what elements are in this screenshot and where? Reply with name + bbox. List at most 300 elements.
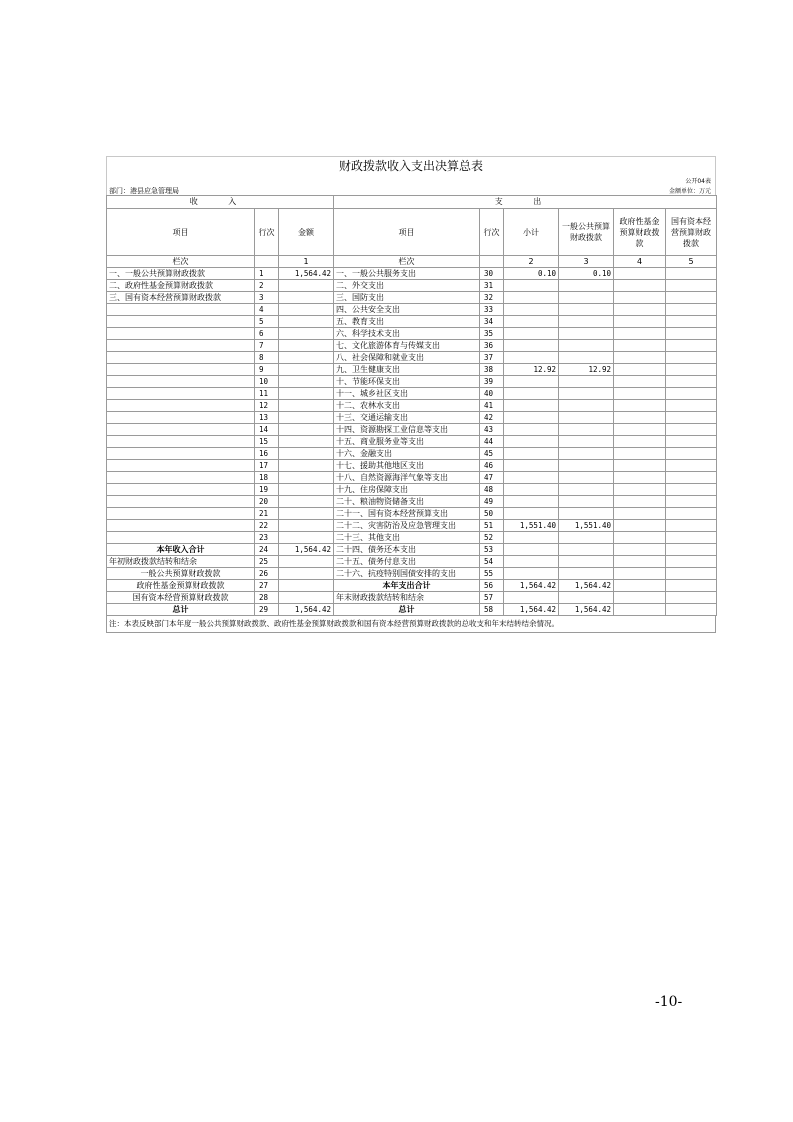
expense-subtotal — [504, 508, 559, 520]
table-row — [107, 484, 717, 496]
income-line: 23 — [255, 532, 279, 544]
table-row — [107, 592, 717, 604]
form-code: 公开04表 — [685, 178, 711, 185]
income-line: 10 — [255, 376, 279, 388]
table-row — [107, 472, 717, 484]
income-item: 一、一般公共预算财政拨款 — [107, 268, 255, 280]
expense-subtotal — [504, 568, 559, 580]
expense-line: 57 — [480, 592, 504, 604]
expense-state — [666, 520, 717, 532]
income-amount — [279, 460, 334, 472]
income-item — [107, 304, 255, 316]
expense-general — [559, 448, 614, 460]
income-item: 国有资本经营预算财政拨款 — [107, 592, 255, 604]
expense-general — [559, 400, 614, 412]
expense-fund — [614, 592, 666, 604]
expense-line: 58 — [480, 604, 504, 616]
expense-state — [666, 400, 717, 412]
expense-fund — [614, 364, 666, 376]
expense-line: 50 — [480, 508, 504, 520]
income-line: 2 — [255, 280, 279, 292]
expense-subtotal — [504, 460, 559, 472]
income-line: 24 — [255, 544, 279, 556]
income-item: 一般公共预算财政拨款 — [107, 568, 255, 580]
expense-state — [666, 304, 717, 316]
expense-subtotal — [504, 424, 559, 436]
expense-state — [666, 496, 717, 508]
expense-general — [559, 352, 614, 364]
income-item — [107, 532, 255, 544]
table-row — [107, 496, 717, 508]
income-item — [107, 520, 255, 532]
expense-subtotal — [504, 412, 559, 424]
expense-general — [559, 556, 614, 568]
expense-fund — [614, 520, 666, 532]
expense-state — [666, 388, 717, 400]
expense-line: 56 — [480, 580, 504, 592]
expense-general — [559, 508, 614, 520]
expense-subtotal — [504, 532, 559, 544]
expense-state — [666, 424, 717, 436]
header-row — [107, 209, 717, 256]
table-row — [107, 400, 717, 412]
table-row — [107, 604, 717, 616]
income-item — [107, 352, 255, 364]
expense-line: 54 — [480, 556, 504, 568]
expense-item: 十、节能环保支出 — [334, 376, 480, 388]
expense-subtotal — [504, 388, 559, 400]
income-item — [107, 328, 255, 340]
table-row — [107, 376, 717, 388]
expense-item: 十二、农林水支出 — [334, 400, 480, 412]
income-amount — [279, 364, 334, 376]
expense-line: 53 — [480, 544, 504, 556]
income-amount — [279, 580, 334, 592]
table-row — [107, 340, 717, 352]
expense-item: 十九、住房保障支出 — [334, 484, 480, 496]
expense-line: 55 — [480, 568, 504, 580]
expense-subtotal — [504, 352, 559, 364]
expense-subtotal — [504, 556, 559, 568]
income-line: 25 — [255, 556, 279, 568]
expense-general — [559, 376, 614, 388]
income-amount: 1,564.42 — [279, 604, 334, 616]
expense-fund — [614, 460, 666, 472]
expense-fund — [614, 544, 666, 556]
expense-general — [559, 328, 614, 340]
table-meta — [106, 175, 716, 195]
expense-fund — [614, 496, 666, 508]
income-item: 政府性基金预算财政拨款 — [107, 580, 255, 592]
expense-fund — [614, 604, 666, 616]
expense-general — [559, 436, 614, 448]
expense-subtotal — [504, 280, 559, 292]
table-note: 注：本表反映部门本年度一般公共预算财政拨款、政府性基金预算财政拨款和国有资本经营预算财政拨款的总收支和年末结转结余情况。 — [106, 616, 716, 633]
expense-subtotal — [504, 544, 559, 556]
unit-label: 金额单位：万元 — [668, 188, 711, 195]
income-line: 27 — [255, 580, 279, 592]
expense-general — [559, 460, 614, 472]
expense-subtotal: 0.10 — [504, 268, 559, 280]
expense-state — [666, 436, 717, 448]
income-amount — [279, 496, 334, 508]
page-number: -10- — [655, 994, 683, 1010]
expense-subtotal: 1,564.42 — [504, 604, 559, 616]
expense-general — [559, 592, 614, 604]
income-line: 1 — [255, 268, 279, 280]
expense-line: 37 — [480, 352, 504, 364]
col-index-4: 4 — [614, 256, 666, 268]
header-item2: 项目 — [334, 209, 480, 256]
expense-subtotal — [504, 316, 559, 328]
expense-line: 36 — [480, 340, 504, 352]
expense-line: 31 — [480, 280, 504, 292]
expense-general — [559, 472, 614, 484]
header-item: 项目 — [107, 209, 255, 256]
expense-state — [666, 292, 717, 304]
col-index-empty2 — [480, 256, 504, 268]
header-fund: 政府性基金预算财政拨款 — [614, 209, 666, 256]
income-line: 15 — [255, 436, 279, 448]
income-item — [107, 376, 255, 388]
col-index-label: 栏次 — [107, 256, 255, 268]
table-row — [107, 520, 717, 532]
expense-item: 十六、金融支出 — [334, 448, 480, 460]
table-row — [107, 412, 717, 424]
income-amount — [279, 400, 334, 412]
expense-general — [559, 304, 614, 316]
expense-line: 51 — [480, 520, 504, 532]
expense-subtotal — [504, 436, 559, 448]
expense-subtotal — [504, 340, 559, 352]
income-item: 总计 — [107, 604, 255, 616]
income-line: 26 — [255, 568, 279, 580]
expense-item: 二十一、国有资本经营预算支出 — [334, 508, 480, 520]
income-amount — [279, 424, 334, 436]
table-row — [107, 508, 717, 520]
table-row — [107, 304, 717, 316]
income-amount — [279, 388, 334, 400]
income-item — [107, 364, 255, 376]
expense-general — [559, 340, 614, 352]
expense-fund — [614, 376, 666, 388]
expense-state — [666, 532, 717, 544]
expense-general — [559, 568, 614, 580]
table-row — [107, 352, 717, 364]
income-item — [107, 388, 255, 400]
expense-item: 九、卫生健康支出 — [334, 364, 480, 376]
table-row — [107, 292, 717, 304]
income-line: 7 — [255, 340, 279, 352]
income-amount: 1,564.42 — [279, 268, 334, 280]
table-title: 财政拨款收入支出决算总表 — [106, 156, 716, 175]
expense-line: 35 — [480, 328, 504, 340]
expense-subtotal — [504, 592, 559, 604]
income-line: 19 — [255, 484, 279, 496]
expense-fund — [614, 556, 666, 568]
expense-fund — [614, 436, 666, 448]
income-line: 6 — [255, 328, 279, 340]
expense-fund — [614, 532, 666, 544]
expense-item: 十八、自然资源海洋气象等支出 — [334, 472, 480, 484]
expense-line: 38 — [480, 364, 504, 376]
expense-item: 十七、援助其他地区支出 — [334, 460, 480, 472]
income-amount — [279, 472, 334, 484]
income-amount: 1,564.42 — [279, 544, 334, 556]
expense-item: 二十四、债务还本支出 — [334, 544, 480, 556]
income-amount — [279, 592, 334, 604]
table-row — [107, 460, 717, 472]
income-item: 年初财政拨款结转和结余 — [107, 556, 255, 568]
budget-document — [106, 156, 716, 633]
income-line: 4 — [255, 304, 279, 316]
income-amount — [279, 328, 334, 340]
expense-fund — [614, 352, 666, 364]
expense-item: 一、一般公共服务支出 — [334, 268, 480, 280]
expense-item: 年末财政拨款结转和结余 — [334, 592, 480, 604]
col-index-empty — [255, 256, 279, 268]
income-line: 3 — [255, 292, 279, 304]
expense-state — [666, 376, 717, 388]
expense-item: 十三、交通运输支出 — [334, 412, 480, 424]
expense-state — [666, 340, 717, 352]
expense-general — [559, 544, 614, 556]
expense-fund — [614, 268, 666, 280]
income-amount — [279, 412, 334, 424]
expense-fund — [614, 316, 666, 328]
expense-line: 44 — [480, 436, 504, 448]
expense-item: 总计 — [334, 604, 480, 616]
income-amount — [279, 316, 334, 328]
expense-fund — [614, 580, 666, 592]
expense-fund — [614, 400, 666, 412]
income-amount — [279, 508, 334, 520]
expense-fund — [614, 328, 666, 340]
table-row — [107, 436, 717, 448]
expense-line: 30 — [480, 268, 504, 280]
income-line: 12 — [255, 400, 279, 412]
section-row — [107, 196, 717, 209]
income-item — [107, 448, 255, 460]
expense-subtotal — [504, 484, 559, 496]
header-general: 一般公共预算财政拨款 — [559, 209, 614, 256]
table-row — [107, 568, 717, 580]
income-item — [107, 340, 255, 352]
expense-subtotal — [504, 328, 559, 340]
expense-general — [559, 388, 614, 400]
expense-general — [559, 496, 614, 508]
expense-fund — [614, 472, 666, 484]
income-item — [107, 316, 255, 328]
expense-line: 43 — [480, 424, 504, 436]
expense-state — [666, 580, 717, 592]
expense-general — [559, 412, 614, 424]
expense-fund — [614, 388, 666, 400]
expense-general: 1,564.42 — [559, 604, 614, 616]
col-index-label2: 栏次 — [334, 256, 480, 268]
income-line: 21 — [255, 508, 279, 520]
expense-item: 六、科学技术支出 — [334, 328, 480, 340]
department-label: 部门：港县应急管理局 — [109, 187, 179, 195]
table-row — [107, 448, 717, 460]
expense-item: 十四、资源勘探工业信息等支出 — [334, 424, 480, 436]
expense-state — [666, 544, 717, 556]
income-amount — [279, 340, 334, 352]
expense-item: 二十二、灾害防治及应急管理支出 — [334, 520, 480, 532]
expense-general: 0.10 — [559, 268, 614, 280]
expense-state — [666, 556, 717, 568]
header-line2: 行次 — [480, 209, 504, 256]
expense-state — [666, 364, 717, 376]
income-amount — [279, 304, 334, 316]
expense-fund — [614, 508, 666, 520]
expense-item: 二十六、抗疫特别国债安排的支出 — [334, 568, 480, 580]
income-item — [107, 460, 255, 472]
expense-line: 47 — [480, 472, 504, 484]
table-row — [107, 556, 717, 568]
expense-general — [559, 424, 614, 436]
income-line: 29 — [255, 604, 279, 616]
expense-fund — [614, 280, 666, 292]
income-amount — [279, 376, 334, 388]
expense-general — [559, 280, 614, 292]
expense-fund — [614, 412, 666, 424]
income-amount — [279, 484, 334, 496]
table-row — [107, 364, 717, 376]
table-row — [107, 328, 717, 340]
expense-subtotal — [504, 496, 559, 508]
table-body — [107, 268, 717, 616]
income-amount — [279, 448, 334, 460]
expense-fund — [614, 484, 666, 496]
expense-state — [666, 280, 717, 292]
expense-state — [666, 316, 717, 328]
expense-item: 四、公共安全支出 — [334, 304, 480, 316]
expense-state — [666, 484, 717, 496]
expense-line: 46 — [480, 460, 504, 472]
income-line: 9 — [255, 364, 279, 376]
expense-line: 32 — [480, 292, 504, 304]
expense-subtotal: 12.92 — [504, 364, 559, 376]
expense-fund — [614, 304, 666, 316]
expense-general: 1,564.42 — [559, 580, 614, 592]
expense-state — [666, 328, 717, 340]
income-item — [107, 436, 255, 448]
income-amount — [279, 292, 334, 304]
income-item — [107, 412, 255, 424]
header-amount: 金额 — [279, 209, 334, 256]
table-row — [107, 316, 717, 328]
expense-subtotal — [504, 400, 559, 412]
income-item: 三、国有资本经营预算财政拨款 — [107, 292, 255, 304]
expense-general — [559, 316, 614, 328]
income-item — [107, 424, 255, 436]
income-item: 二、政府性基金预算财政拨款 — [107, 280, 255, 292]
col-index-1: 1 — [279, 256, 334, 268]
col-index-2: 2 — [504, 256, 559, 268]
table-row — [107, 580, 717, 592]
expense-general: 1,551.40 — [559, 520, 614, 532]
expense-line: 48 — [480, 484, 504, 496]
income-line: 14 — [255, 424, 279, 436]
expense-subtotal: 1,564.42 — [504, 580, 559, 592]
income-amount — [279, 568, 334, 580]
expense-subtotal — [504, 376, 559, 388]
expense-line: 45 — [480, 448, 504, 460]
expense-line: 42 — [480, 412, 504, 424]
table-row — [107, 388, 717, 400]
income-amount — [279, 280, 334, 292]
expense-item: 五、教育支出 — [334, 316, 480, 328]
expense-state — [666, 412, 717, 424]
col-index-3: 3 — [559, 256, 614, 268]
expense-state — [666, 448, 717, 460]
income-line: 8 — [255, 352, 279, 364]
expense-subtotal — [504, 304, 559, 316]
expense-line: 41 — [480, 400, 504, 412]
income-amount — [279, 520, 334, 532]
expense-item: 本年支出合计 — [334, 580, 480, 592]
expense-item: 八、社会保障和就业支出 — [334, 352, 480, 364]
expense-fund — [614, 340, 666, 352]
expense-line: 40 — [480, 388, 504, 400]
income-line: 5 — [255, 316, 279, 328]
expense-state — [666, 460, 717, 472]
expense-state — [666, 592, 717, 604]
income-item — [107, 472, 255, 484]
header-state: 国有资本经营预算财政拨款 — [666, 209, 717, 256]
income-line: 16 — [255, 448, 279, 460]
expense-item: 三、国防支出 — [334, 292, 480, 304]
expense-item: 二、外交支出 — [334, 280, 480, 292]
section-expense: 支 出 — [334, 196, 717, 209]
expense-general — [559, 292, 614, 304]
expense-subtotal — [504, 292, 559, 304]
expense-fund — [614, 292, 666, 304]
expense-line: 52 — [480, 532, 504, 544]
expense-subtotal: 1,551.40 — [504, 520, 559, 532]
column-index-row — [107, 256, 717, 268]
budget-table — [106, 195, 717, 616]
expense-state — [666, 472, 717, 484]
header-line: 行次 — [255, 209, 279, 256]
income-amount — [279, 436, 334, 448]
income-amount — [279, 352, 334, 364]
income-line: 13 — [255, 412, 279, 424]
expense-state — [666, 508, 717, 520]
income-item — [107, 400, 255, 412]
expense-item: 十一、城乡社区支出 — [334, 388, 480, 400]
table-row — [107, 424, 717, 436]
income-line: 22 — [255, 520, 279, 532]
income-amount — [279, 556, 334, 568]
expense-line: 39 — [480, 376, 504, 388]
table-row — [107, 280, 717, 292]
table-row — [107, 268, 717, 280]
expense-general — [559, 484, 614, 496]
expense-state — [666, 268, 717, 280]
table-row — [107, 544, 717, 556]
expense-general: 12.92 — [559, 364, 614, 376]
income-item: 本年收入合计 — [107, 544, 255, 556]
expense-item: 七、文化旅游体育与传媒支出 — [334, 340, 480, 352]
table-row — [107, 532, 717, 544]
income-item — [107, 484, 255, 496]
income-amount — [279, 532, 334, 544]
expense-line: 34 — [480, 316, 504, 328]
income-line: 11 — [255, 388, 279, 400]
expense-item: 二十三、其他支出 — [334, 532, 480, 544]
